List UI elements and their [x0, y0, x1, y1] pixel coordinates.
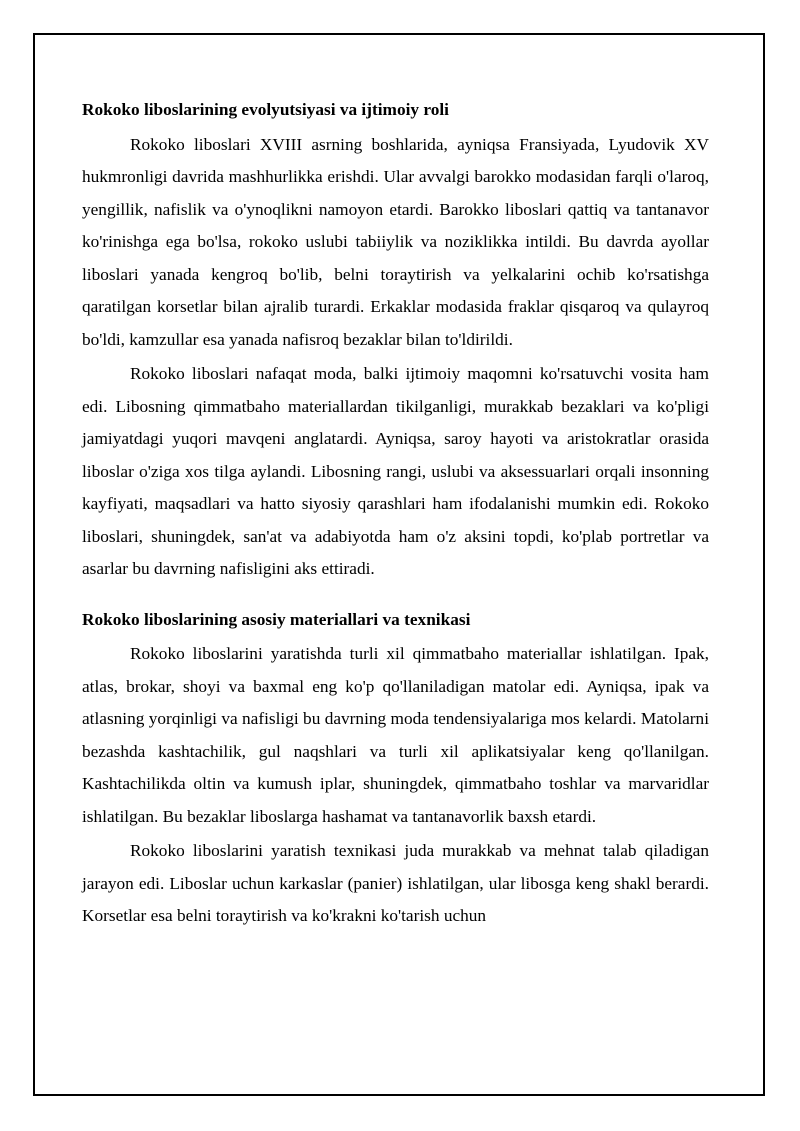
paragraph-materials-1: Rokoko liboslarini yaratishda turli xil qimmatbaho materiallar ishlatilgan. Ipak, atlas, brokar, shoyi va baxmal eng ko'p qo'llaniladigan matolar edi. Ayniqsa, ipak va atlasning yorqinligi va nafisligi bu davrning moda tendensiyalariga mos kelardi. Matolarni bezashda kashtachilik, gul naqshlari va turli xil aplikatsiyalar keng qo'llanilgan. Kashtachilikda oltin va kumush iplar, shuningdek, qimmatbaho toshlar va marvaridlar ishlatilgan. Bu bezaklar liboslarga hashamat va tantanavorlik baxsh etardi.	[82, 644, 709, 826]
paragraph-evolution-1: Rokoko liboslari XVIII asrning boshlarida, ayniqsa Fransiyada, Lyudovik XV hukmronligi davrida mashhurlikka erishdi. Ular avvalgi barokko modasidan farqli o'laroq, yengillik, nafislik va o'ynoqlikni namoyon etardi. Barokko liboslari qattiq va tantanavor ko'rinishga ega bo'lsa, rokoko uslubi tabiiylik va noziklikka intildi. Bu davrda ayollar liboslari yanada kengroq bo'lib, belni toraytirish va yelkalarini ochib ko'rsatishga qaratilgan korsetlar bilan ajralib turardi. Erkaklar modasida fraklar qisqaroq va qulayroq bo'ldi, kamzullar esa yanada nafisroq bezaklar bilan to'ldirildi.	[82, 134, 709, 349]
document-body	[82, 94, 709, 933]
section-heading-evolution: Rokoko liboslarining evolyutsiyasi va ijtimoiy roli	[82, 100, 449, 119]
section-heading-materials: Rokoko liboslarining asosiy materiallari va texnikasi	[82, 609, 471, 629]
paragraph-evolution-2: Rokoko liboslari nafaqat moda, balki ijtimoiy maqomni ko'rsatuvchi vosita ham edi. Libosning qimmatbaho materiallardan tikilganligi, murakkab bezaklari va ko'pligi jamiyatdagi yuqori mavqeni anglatardi. Ayniqsa, saroy hayoti va aristokratlar orasida liboslar o'ziga xos tilga aylandi. Libosning rangi, uslubi va aksessuarlari orqali insonning kayfiyati, maqsadlari va hatto siyosiy qarashlari ham ifodalanishi mumkin edi. Rokoko liboslari, shuningdek, san'at va adabiyotda ham o'z aksini topdi, ko'plab portretlar va asarlar bu davrning nafisligini aks ettiradi.	[82, 364, 709, 578]
paragraph-materials-2: Rokoko liboslarini yaratish texnikasi juda murakkab va mehnat talab qiladigan jarayon edi. Liboslar uchun karkaslar (panier) ishlatilgan, ular libosga keng shakl berardi. Korsetlar esa belni toraytirish va ko'krakni ko'tarish uchun	[82, 841, 709, 925]
